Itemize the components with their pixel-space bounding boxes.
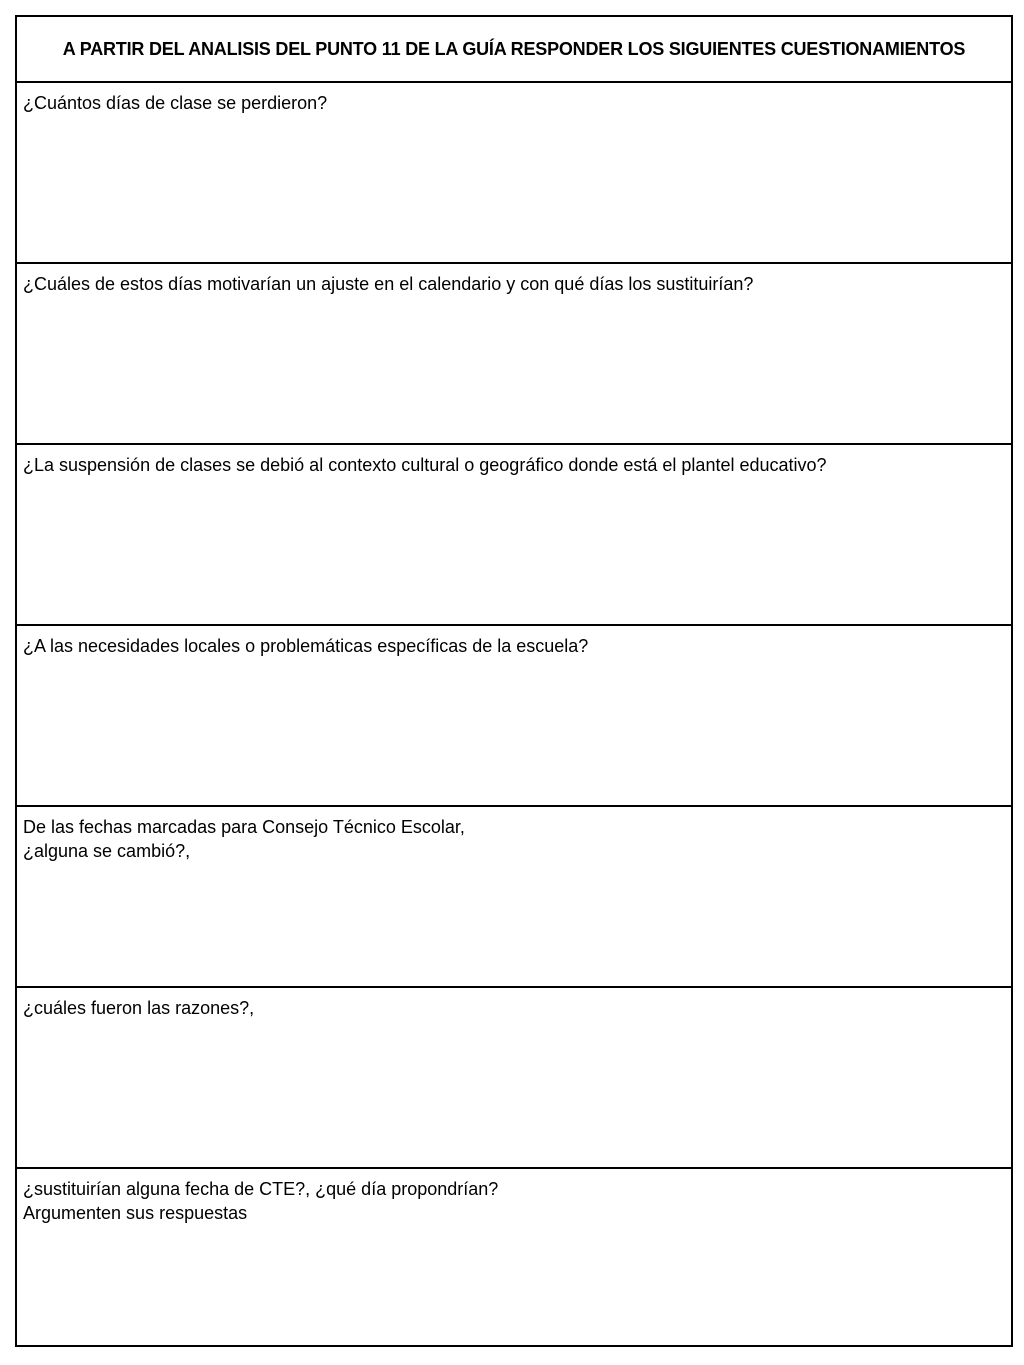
question-row-reasons <box>17 988 1011 1169</box>
question-row-suspension-context <box>17 445 1011 626</box>
question-row-calendar-adjustment <box>17 264 1011 445</box>
question-text: ¿sustituirían alguna fecha de CTE?, ¿qué día propondrían? <box>23 1179 499 1199</box>
header-title: A PARTIR DEL ANALISIS DEL PUNTO 11 DE LA GUÍA RESPONDER LOS SIGUIENTES CUESTIONAMIENTOS <box>62 38 966 59</box>
question-row-local-needs <box>17 626 1011 807</box>
question-row-substitute-cte <box>17 1169 1011 1349</box>
question-row-days-lost <box>17 83 1011 264</box>
question-text: ¿A las necesidades locales o problemáticas específicas de la escuela? <box>23 636 589 656</box>
question-text: ¿cuáles fueron las razones?, <box>23 998 255 1018</box>
question-text: De las fechas marcadas para Consejo Técnico Escolar, <box>23 817 465 837</box>
question-text: ¿alguna se cambió?, <box>23 841 191 861</box>
table-header <box>17 17 1011 83</box>
question-text: Argumenten sus respuestas <box>23 1203 248 1223</box>
questionnaire-table <box>15 15 1013 1347</box>
question-text: ¿Cuántos días de clase se perdieron? <box>23 93 328 113</box>
question-text: ¿Cuáles de estos días motivarían un ajuste en el calendario y con qué días los sustituirían? <box>23 274 754 294</box>
question-row-cte-dates <box>17 807 1011 988</box>
question-text: ¿La suspensión de clases se debió al contexto cultural o geográfico donde está el plantel educativo? <box>23 455 827 475</box>
